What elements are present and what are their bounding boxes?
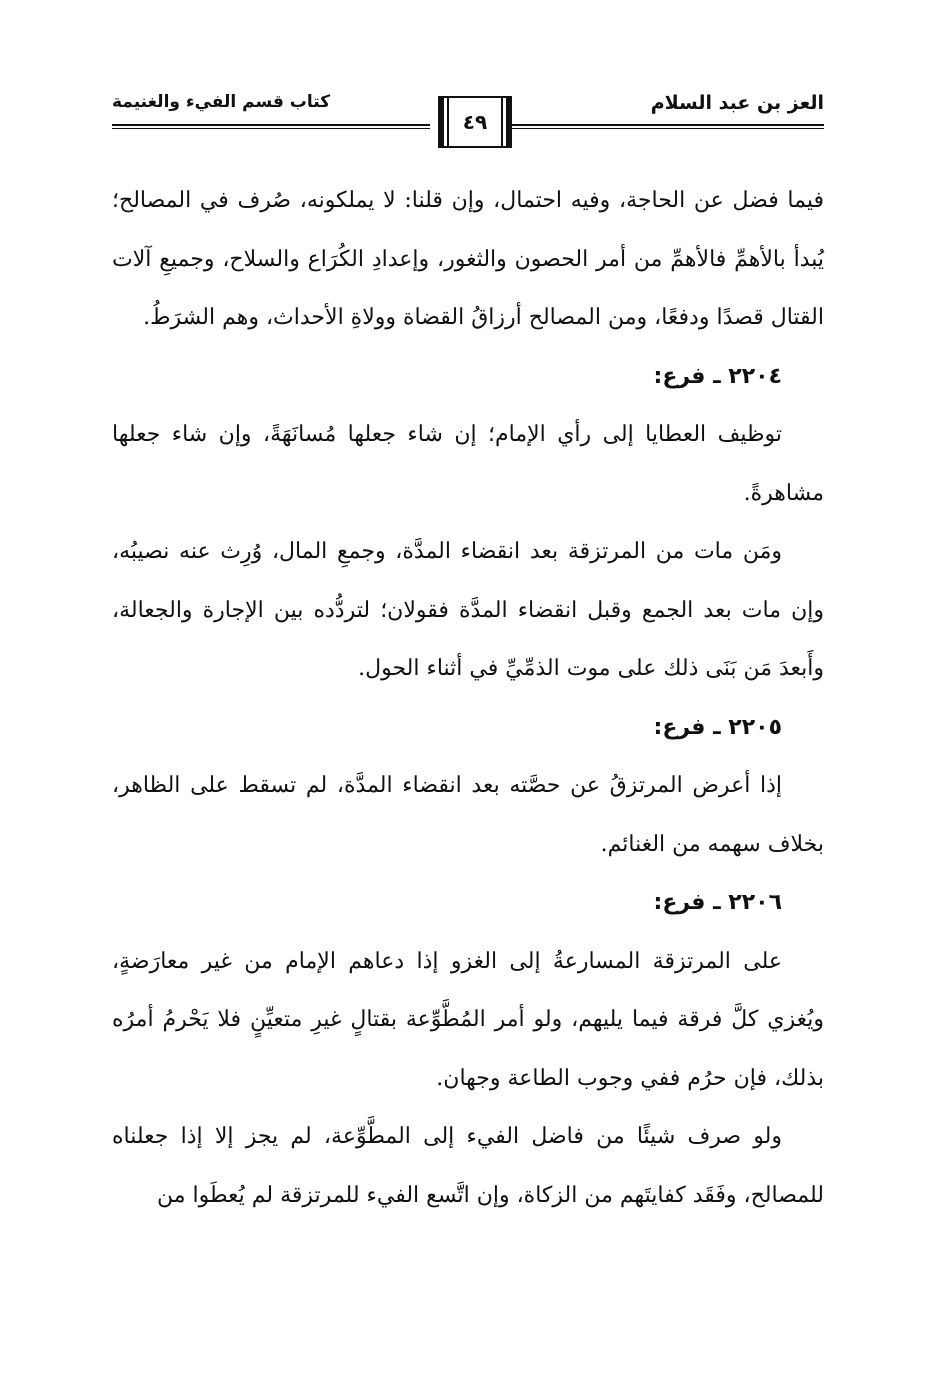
paragraph: ومَن مات من المرتزقة بعد انقضاء المدَّة، وجمعِ المال، وُرِث عنه نصيبُه، وإن مات بعد الجمع وقبل انقضاء المدَّة فقولان؛ لتردُّده بين الإجارة والجعالة، وأَبعدَ مَن بَنَى ذلك على موت الذمِّيِّ في أثناء الحول. <box>112 539 824 681</box>
header-rule-left-thin <box>112 128 430 129</box>
section-heading: ٢٢٠٥ ـ فرع: <box>653 714 782 740</box>
paragraph: فيما فضل عن الحاجة، وفيه احتمال، وإن قلنا: لا يملكونه، صُرف في المصالح؛ يُبدأ بالأهمِّ فالأهمِّ من أمر الحصون والثغور، وإعدادِ الكُرَاع والسلاح، وجميعِ آلات القتال قصدًا ودفعًا، ومن المصالح أرزاقُ القضاة وولاةِ الأحداث، وهم الشرَطُ. <box>112 188 824 330</box>
page-number: ٤٩ <box>462 110 488 134</box>
header-rule-right-thin <box>506 128 824 129</box>
paragraph: توظيف العطايا إلى رأي الإمام؛ إن شاء جعلها مُسانَهَةً، وإن شاء جعلها مشاهرةً. <box>112 422 824 506</box>
page-body <box>112 172 824 1225</box>
section-heading: ٢٢٠٤ ـ فرع: <box>653 363 782 389</box>
running-header-book-title: كتاب قسم الفيء والغنيمة <box>112 92 331 112</box>
running-header-author: العز بن عبد السلام <box>650 92 824 114</box>
header-rule-left <box>112 124 430 126</box>
paragraph: إذا أعرض المرتزقُ عن حصَّته بعد انقضاء المدَّة، لم تسقط على الظاهر، بخلاف سهمه من الغنائم. <box>112 773 824 857</box>
header-rule-right <box>506 124 824 126</box>
page-number-frame <box>438 96 512 148</box>
page-header <box>112 88 824 158</box>
section-heading: ٢٢٠٦ ـ فرع: <box>653 890 782 915</box>
paragraph: ولو صرف شيئًا من فاضل الفيء إلى المطَّوِّعة، لم يجز إلا إذا جعلناه للمصالح، وفَقَد كفايتَهم من الزكاة، وإن اتَّسع الفيء للمرتزقة لم يُعطَوا من <box>112 1124 824 1208</box>
paragraph: على المرتزقة المسارعةُ إلى الغزو إذا دعاهم الإمام من غير معارَضةٍ، ويُغزي كلَّ فرقة فيما يليهم، ولو أمر المُطَّوِّعة بقتالٍ غيرِ متعيِّنٍ فلا يَحْرمُ أمرُه بذلك، فإن حرُم ففي وجوب الطاعة وجهان. <box>112 948 824 1091</box>
